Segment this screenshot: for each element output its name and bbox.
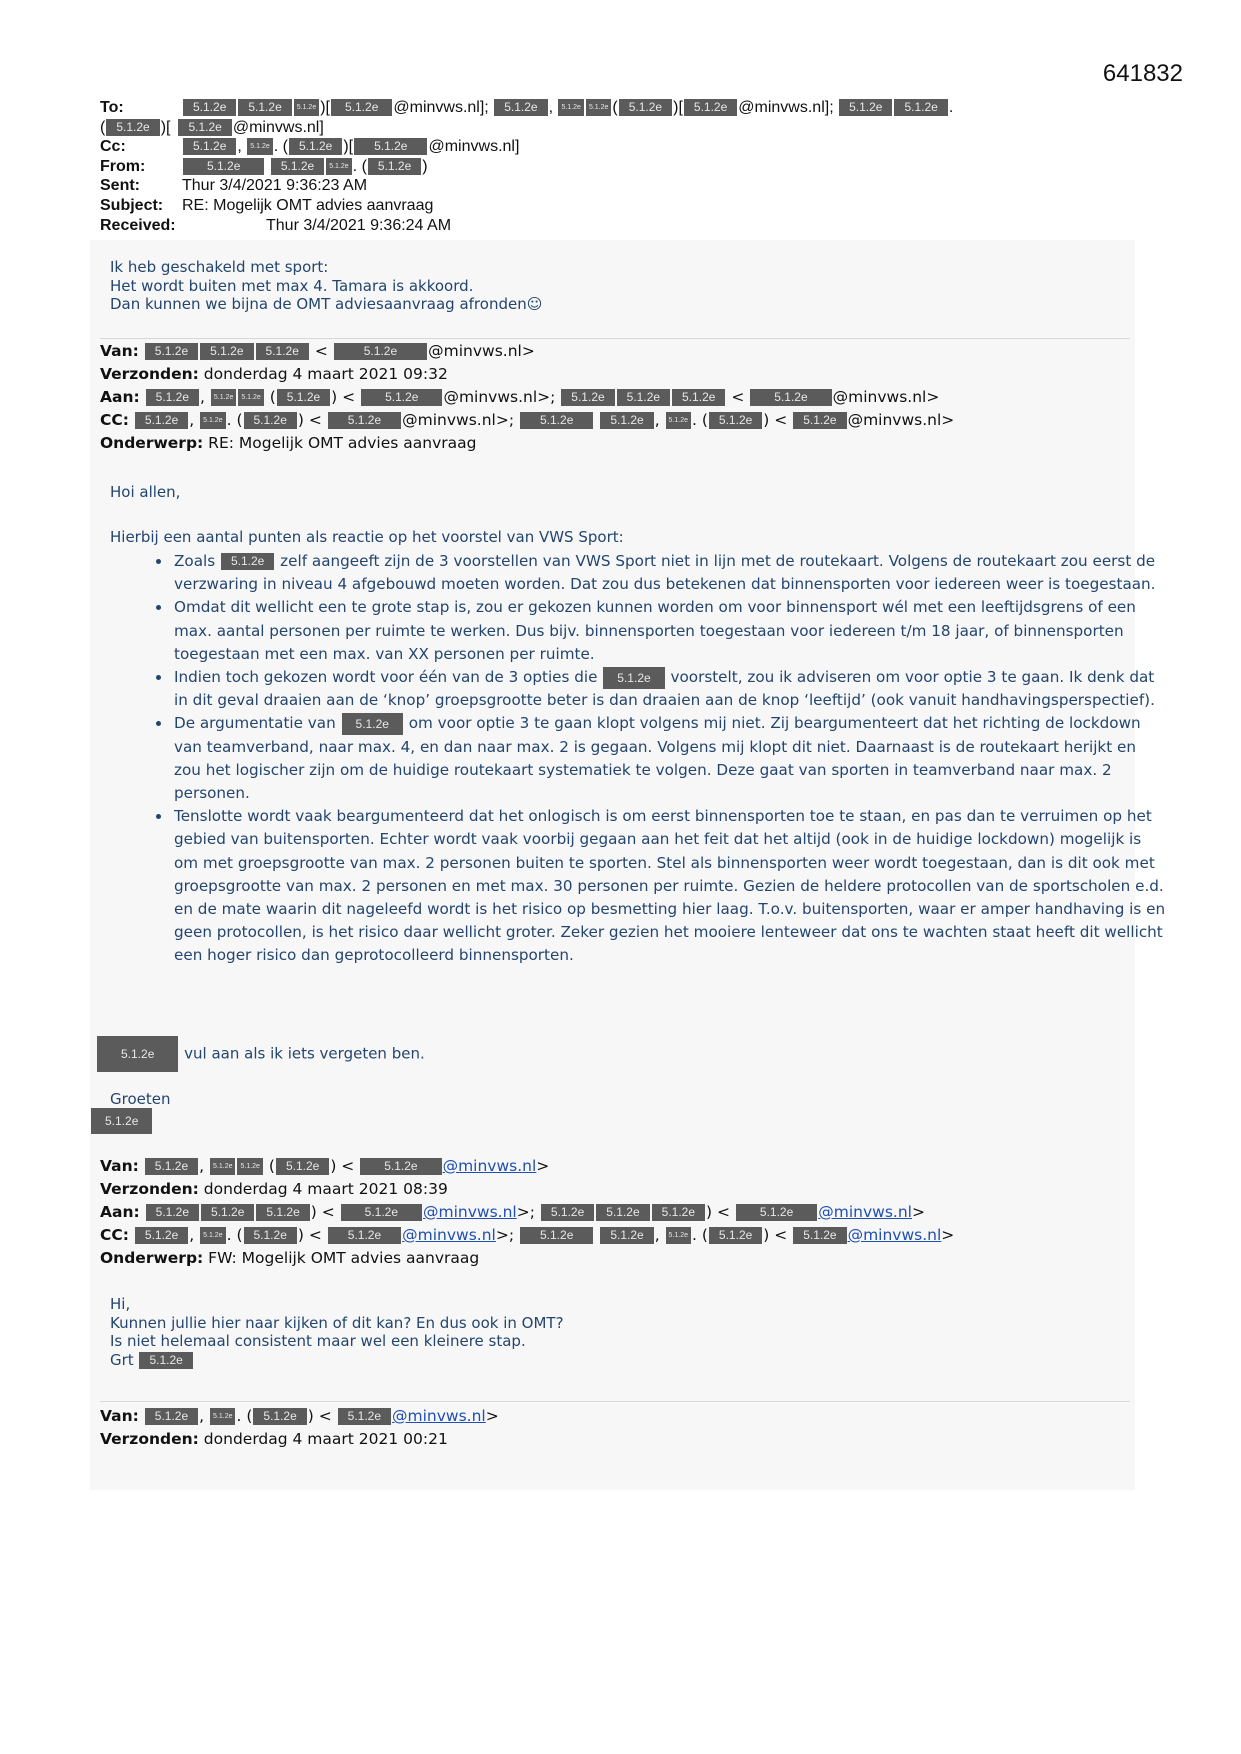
email-link[interactable]: @minvws.nl	[442, 1157, 537, 1175]
aan-row: Aan: 5.1.2e 5.1.2e 5.1.2e ) < 5.1.2e @minvws.nl>; 5.1.2e 5.1.2e 5.1.2e ) < 5.1.2e @minvws.nl>	[100, 1203, 925, 1221]
redaction: 5.1.2e	[600, 1227, 653, 1244]
redaction: 5.1.2e	[894, 99, 947, 116]
redaction: 5.1.2e	[91, 1108, 152, 1134]
email-header	[100, 98, 1140, 235]
redaction: 5.1.2e	[361, 389, 442, 406]
van-label: Van:	[100, 342, 139, 360]
separator	[100, 1401, 1130, 1402]
closing-line: 5.1.2e vul aan als ik iets vergeten ben.	[96, 1036, 425, 1072]
redaction: 5.1.2e	[541, 1204, 594, 1221]
verzonden-value: donderdag 4 maart 2021 00:21	[203, 1430, 448, 1448]
verzonden-label: Verzonden:	[100, 1430, 199, 1448]
aan-row: Aan: 5.1.2e , 5.1.2e 5.1.2e ( 5.1.2e ) < 5.1.2e @minvws.nl>; 5.1.2e 5.1.2e 5.1.2e < 5.1.2e @minvws.nl>	[100, 388, 940, 406]
message-4-header	[100, 1405, 499, 1451]
verzonden-row	[100, 1428, 499, 1451]
redaction: 5.1.2e	[520, 1227, 593, 1244]
redaction: 5.1.2e	[210, 1158, 235, 1175]
redaction: 5.1.2e	[106, 119, 159, 136]
redaction: 5.1.2e	[334, 343, 427, 360]
email-domain: @minvws.nl>;	[402, 411, 515, 429]
from-label: From:	[100, 157, 146, 175]
redaction: 5.1.2e	[328, 1227, 401, 1244]
redaction: 5.1.2e	[586, 99, 611, 116]
redaction: 5.1.2e	[145, 1408, 198, 1425]
verzonden-row	[100, 363, 954, 386]
email-link[interactable]: @minvws.nl	[423, 1203, 517, 1221]
email-link[interactable]: @minvws.nl	[392, 1407, 486, 1425]
redaction: 5.1.2e	[145, 343, 198, 360]
bullet-item: • Omdat dit wellicht een te grote stap is, zou er gekozen kunnen worden om voor binnensport wél met een leeftijdsgrens of een max. aantal personen per ruimte te werken. Dus bijv. binnensporten toegestaan voor iedereen t/m 18 jaar, of binnensporten toegestaan met een max. van XX personen per ruimte.	[172, 596, 1167, 666]
bullet-item: • Zoals 5.1.2e zelf aangeeft zijn de 3 voorstellen van VWS Sport niet in lijn met de routekaart. Volgens de routekaart zou eerst de verzwaring in niveau 4 afgebouwd moeten worden. Dat zou dus betekenen dat binnensporten voor iedereen weer is toegestaan.	[172, 550, 1167, 596]
received-row	[100, 216, 1140, 236]
groeten: Groeten	[110, 1090, 171, 1108]
redaction: 5.1.2e	[221, 553, 274, 570]
email-domain: @minvws.nl];	[738, 99, 834, 116]
redaction: 5.1.2e	[244, 1227, 297, 1244]
message-1-body	[110, 258, 542, 314]
redaction: 5.1.2e	[97, 1036, 178, 1072]
from-row: From: 5.1.2e 5.1.2e 5.1.2e . ( 5.1.2e )	[100, 157, 428, 175]
to-label: To:	[100, 99, 124, 116]
greeting: Hoi allen,	[110, 483, 181, 501]
cc-label: Cc:	[100, 138, 126, 156]
redaction: 5.1.2e	[619, 99, 672, 116]
email-link[interactable]: @minvws.nl	[847, 1226, 942, 1244]
email-domain: @minvws.nl>	[847, 411, 955, 429]
sent-label: Sent:	[100, 177, 140, 195]
email-link[interactable]: @minvws.nl	[818, 1203, 912, 1221]
redaction: 5.1.2e	[617, 389, 670, 406]
redaction: 5.1.2e	[736, 1204, 817, 1221]
email-domain: @minvws.nl]	[428, 138, 520, 156]
email-domain: @minvws.nl]	[232, 118, 324, 136]
redaction: 5.1.2e	[666, 1227, 691, 1244]
email-domain: @minvws.nl>	[428, 342, 535, 360]
email-domain: @minvws.nl>	[832, 388, 940, 406]
cc-label: CC:	[100, 1226, 129, 1244]
redaction: 5.1.2e	[211, 389, 236, 406]
van-label: Van:	[100, 1157, 139, 1175]
verzonden-row	[100, 1178, 954, 1201]
message-3-body	[110, 1295, 1130, 1369]
verzonden-value: donderdag 4 maart 2021 09:32	[203, 365, 448, 383]
redaction: 5.1.2e	[342, 713, 403, 735]
van-row: Van: 5.1.2e , 5.1.2e 5.1.2e ( 5.1.2e ) < 5.1.2e @minvws.nl>	[100, 1157, 550, 1175]
redaction: 5.1.2e	[210, 1408, 235, 1425]
redaction: 5.1.2e	[183, 99, 236, 116]
redaction: 5.1.2e	[520, 412, 593, 429]
redaction: 5.1.2e	[750, 389, 831, 406]
subject-label: Subject:	[100, 196, 164, 214]
redaction: 5.1.2e	[146, 389, 199, 406]
redaction: 5.1.2e	[276, 1158, 329, 1175]
sent-value: Thur 3/4/2021 9:36:23 AM	[182, 177, 368, 195]
subject-row	[100, 196, 1140, 216]
to-row: To: 5.1.2e 5.1.2e 5.1.2e )[ 5.1.2e @minvws.nl]; 5.1.2e , 5.1.2e 5.1.2e ( 5.1.2e )[ 5.1.2e @minvws.nl]; 5.1.2e 5.1.2e .	[100, 99, 954, 116]
redaction: 5.1.2e	[666, 412, 691, 429]
redaction: 5.1.2e	[368, 158, 421, 175]
redaction: 5.1.2e	[200, 1227, 225, 1244]
van-label: Van:	[100, 1407, 139, 1425]
redaction: 5.1.2e	[200, 343, 253, 360]
verzonden-label: Verzonden:	[100, 1180, 199, 1198]
redaction: 5.1.2e	[494, 99, 547, 116]
van-row: Van: 5.1.2e , 5.1.2e . ( 5.1.2e ) < 5.1.2e @minvws.nl>	[100, 1407, 499, 1425]
onderwerp-row	[100, 432, 954, 455]
redaction: 5.1.2e	[238, 99, 291, 116]
redaction: 5.1.2e	[709, 1227, 762, 1244]
received-value: Thur 3/4/2021 9:36:24 AM	[266, 216, 452, 234]
email-domain: @minvws.nl>;	[443, 388, 556, 406]
redaction: 5.1.2e	[183, 138, 236, 155]
verzonden-label: Verzonden:	[100, 365, 199, 383]
van-row: Van: 5.1.2e 5.1.2e 5.1.2e < 5.1.2e @minvws.nl>	[100, 342, 535, 360]
redaction: 5.1.2e	[360, 1158, 441, 1175]
message-line: Kunnen jullie hier naar kijken of dit kan? En dus ook in OMT?	[110, 1313, 564, 1332]
redaction: 5.1.2e	[201, 1204, 254, 1221]
email-link[interactable]: @minvws.nl	[402, 1226, 496, 1244]
onderwerp-label: Onderwerp:	[100, 434, 204, 452]
redaction: 5.1.2e	[247, 138, 272, 155]
redaction: 5.1.2e	[793, 1227, 846, 1244]
message-3-header	[100, 1155, 954, 1270]
redaction: 5.1.2e	[326, 158, 351, 175]
redaction: 5.1.2e	[139, 1352, 192, 1369]
redaction: 5.1.2e	[253, 1408, 306, 1425]
redaction: 5.1.2e	[354, 138, 427, 155]
message-line: Het wordt buiten met max 4. Tamara is akkoord.	[110, 276, 474, 295]
onderwerp-row	[100, 1247, 954, 1270]
separator	[100, 338, 1130, 339]
message-line: Dan kunnen we bijna de OMT adviesaanvraag afronden☺	[110, 295, 543, 314]
redaction: 5.1.2e	[709, 412, 762, 429]
verzonden-value: donderdag 4 maart 2021 08:39	[203, 1180, 448, 1198]
aan-label: Aan:	[100, 388, 140, 406]
intro: Hierbij een aantal punten als reactie op het voorstel van VWS Sport:	[110, 528, 624, 546]
redaction: 5.1.2e	[684, 99, 737, 116]
message-line: Is niet helemaal consistent maar wel een kleinere stap.	[110, 1332, 526, 1351]
bullet-item: • Tenslotte wordt vaak beargumenteerd dat het onlogisch is om eerst binnensporten toe te staan, en pas dan te verruimen op het gebied van buitensporten. Echter wordt vaak voorbij gegaan aan het feit dat het altijd (ook in de huidige lockdown) mogelijk is om met groepsgrootte van max. 2 personen buiten te sporten. Stel als binnensporten weer wordt toegestaan, dan is dit ook met groepsgrootte van max. 2 personen en met max. 30 personen per ruimte. Gezien de heldere protocollen van de sportscholen e.d. en de mate waarin dit nageleefd wordt is het risico op besmetting hier laag. T.o.v. buitensporten, waar er amper handhaving is en geen protocollen, is het risico daar wellicht groter. Zeker gezien het mooiere lenteweer dat ons te wachten staat heeft dit wellicht een hoger risico dan geprotocolleerd binnensporten.	[172, 805, 1167, 967]
subject-value: RE: Mogelijk OMT advies aanvraag	[182, 196, 434, 214]
document-number: 641832	[1102, 60, 1183, 87]
message-2-header	[100, 340, 954, 455]
redaction: 5.1.2e	[146, 1204, 199, 1221]
redaction: 5.1.2e	[328, 412, 401, 429]
cc-label: CC:	[100, 411, 129, 429]
redaction: 5.1.2e	[183, 158, 264, 175]
redaction: 5.1.2e	[338, 1408, 391, 1425]
cc-row: CC: 5.1.2e , 5.1.2e . ( 5.1.2e ) < 5.1.2e @minvws.nl>; 5.1.2e 5.1.2e , 5.1.2e . ( 5.1.2e ) < 5.1.2e @minvws.nl>	[100, 411, 955, 429]
message-line: Hi,	[110, 1295, 131, 1313]
redaction: 5.1.2e	[200, 412, 225, 429]
redaction: 5.1.2e	[256, 343, 309, 360]
sent-row	[100, 176, 1140, 196]
redaction: 5.1.2e	[135, 1227, 188, 1244]
redaction: 5.1.2e	[600, 412, 653, 429]
redaction: 5.1.2e	[277, 389, 330, 406]
aan-label: Aan:	[100, 1203, 140, 1221]
redaction: 5.1.2e	[238, 389, 263, 406]
onderwerp-value: RE: Mogelijk OMT advies aanvraag	[208, 434, 477, 452]
redaction: 5.1.2e	[289, 138, 342, 155]
redaction: 5.1.2e	[596, 1204, 649, 1221]
onderwerp-value: FW: Mogelijk OMT advies aanvraag	[208, 1249, 480, 1267]
redaction: 5.1.2e	[561, 389, 614, 406]
redaction: 5.1.2e	[294, 99, 319, 116]
cc-row: CC: 5.1.2e , 5.1.2e . ( 5.1.2e ) < 5.1.2e @minvws.nl>; 5.1.2e 5.1.2e , 5.1.2e . ( 5.1.2e ) < 5.1.2e @minvws.nl>	[100, 1226, 955, 1244]
redaction: 5.1.2e	[839, 99, 892, 116]
received-label: Received:	[100, 216, 176, 234]
bullet-item: • De argumentatie van 5.1.2e om voor optie 3 te gaan klopt volgens mij niet. Zij beargumenteert dat het richting de lockdown van teamverband, naar max. 4, en dan naar max. 2 is gegaan. Volgens mij klopt dit niet. Daarnaast is de routekaart herijkt en zou het logischer zijn om de huidige routekaart systematiek te volgen. Deze gaat van sporten in teamverband naar max. 2 personen.	[172, 712, 1167, 805]
redaction: 5.1.2e	[256, 1204, 309, 1221]
redaction: 5.1.2e	[145, 1158, 198, 1175]
bullet-item: • Indien toch gekozen wordt voor één van de 3 opties die 5.1.2e voorstelt, zou ik adviseren om voor optie 3 te gaan. Ik denk dat in dit geval draaien aan de ‘knop’ groepsgrootte beter is dan draaien aan de knop ‘leeftijd’ (ook vanuit handhavingsperspectief).	[172, 666, 1167, 712]
redaction: 5.1.2e	[793, 412, 846, 429]
onderwerp-label: Onderwerp:	[100, 1249, 204, 1267]
redaction: 5.1.2e	[135, 412, 188, 429]
redaction: 5.1.2e	[331, 99, 392, 116]
bullet-list	[140, 550, 1167, 968]
redaction: 5.1.2e	[672, 389, 725, 406]
redaction: 5.1.2e	[237, 1158, 262, 1175]
redaction: 5.1.2e	[558, 99, 583, 116]
email-domain: @minvws.nl];	[393, 99, 489, 116]
message-line: Ik heb geschakeld met sport:	[110, 258, 329, 276]
redaction: 5.1.2e	[244, 412, 297, 429]
redaction: 5.1.2e	[341, 1204, 422, 1221]
redaction: 5.1.2e	[603, 667, 664, 689]
redaction: 5.1.2e	[652, 1204, 705, 1221]
message-line: Grt 5.1.2e	[110, 1351, 1130, 1370]
redaction: 5.1.2e	[178, 119, 231, 136]
cc-row: Cc: 5.1.2e , 5.1.2e . ( 5.1.2e )[ 5.1.2e @minvws.nl]	[100, 138, 520, 156]
redaction: 5.1.2e	[271, 158, 324, 175]
to-row-continued: ( 5.1.2e )[ 5.1.2e @minvws.nl]	[100, 118, 324, 136]
